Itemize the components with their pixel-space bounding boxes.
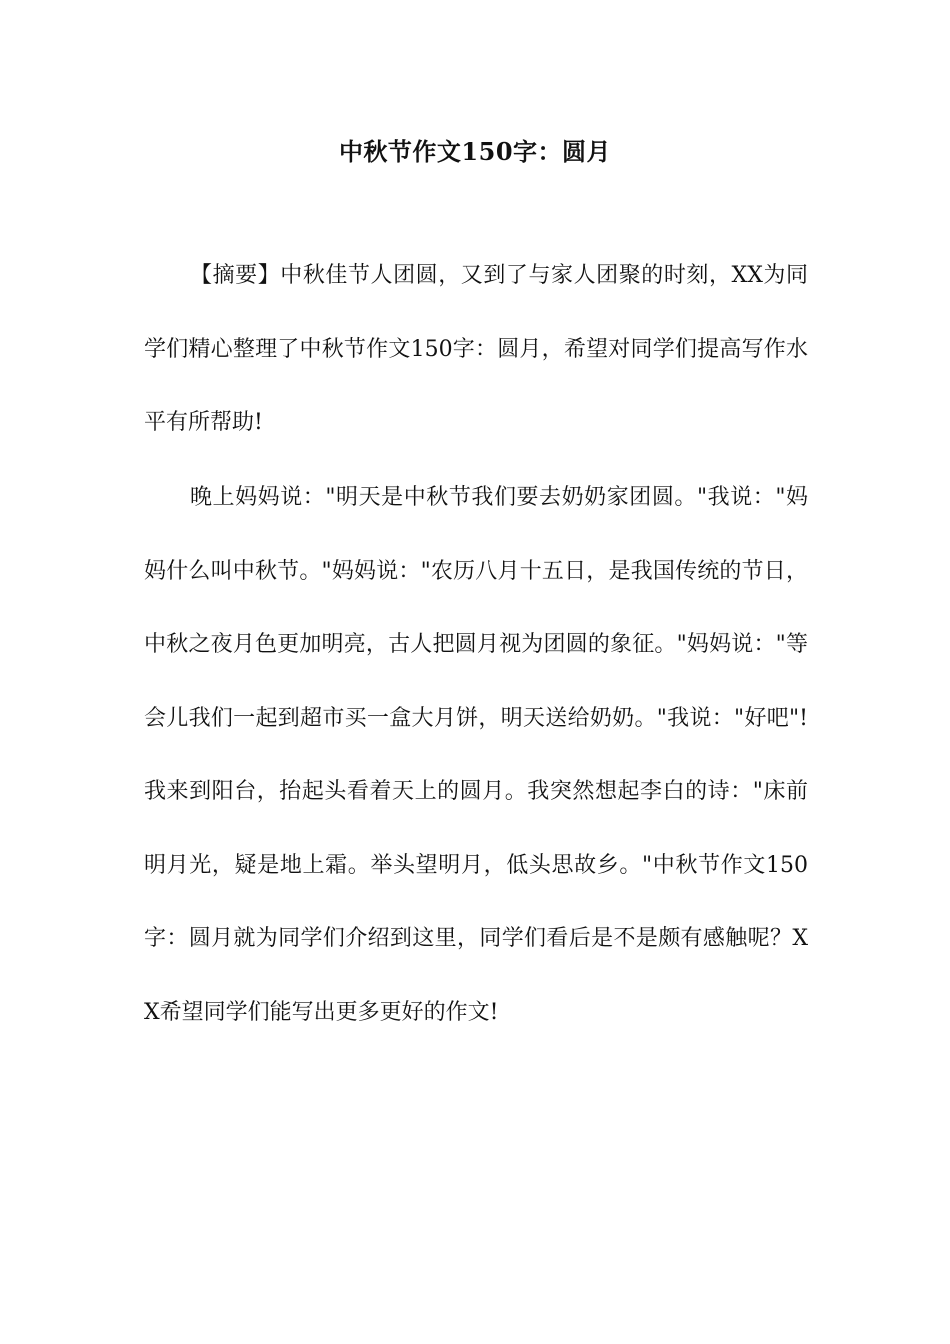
- document-title: 中秋节作文150字：圆月: [338, 137, 612, 166]
- summary-paragraph: 【摘要】中秋佳节人团圆，又到了与家人团聚的时刻，XX为同学们精心整理了中秋节作文150字：圆月，希望对同学们提高写作水平有所帮助!: [144, 263, 808, 435]
- essay-paragraph: 晚上妈妈说："明天是中秋节我们要去奶奶家团圆。"我说："妈妈什么叫中秋节。"妈妈说："农历八月十五日，是我国传统的节日，中秋之夜月色更加明亮，古人把圆月视为团圆的象征。"妈妈说："等会儿我们一起到超市买一盒大月饼，明天送给奶奶。"我说："好吧"!我来到阳台，抬起头看着天上的圆月。我突然想起李白的诗："床前明月光，疑是地上霜。举头望明月，低头思故乡。"中秋节作文150字：圆月就为同学们介绍到这里，同学们看后是不是颇有感触呢？XX希望同学们能写出更多更好的作文!: [144, 485, 809, 1025]
